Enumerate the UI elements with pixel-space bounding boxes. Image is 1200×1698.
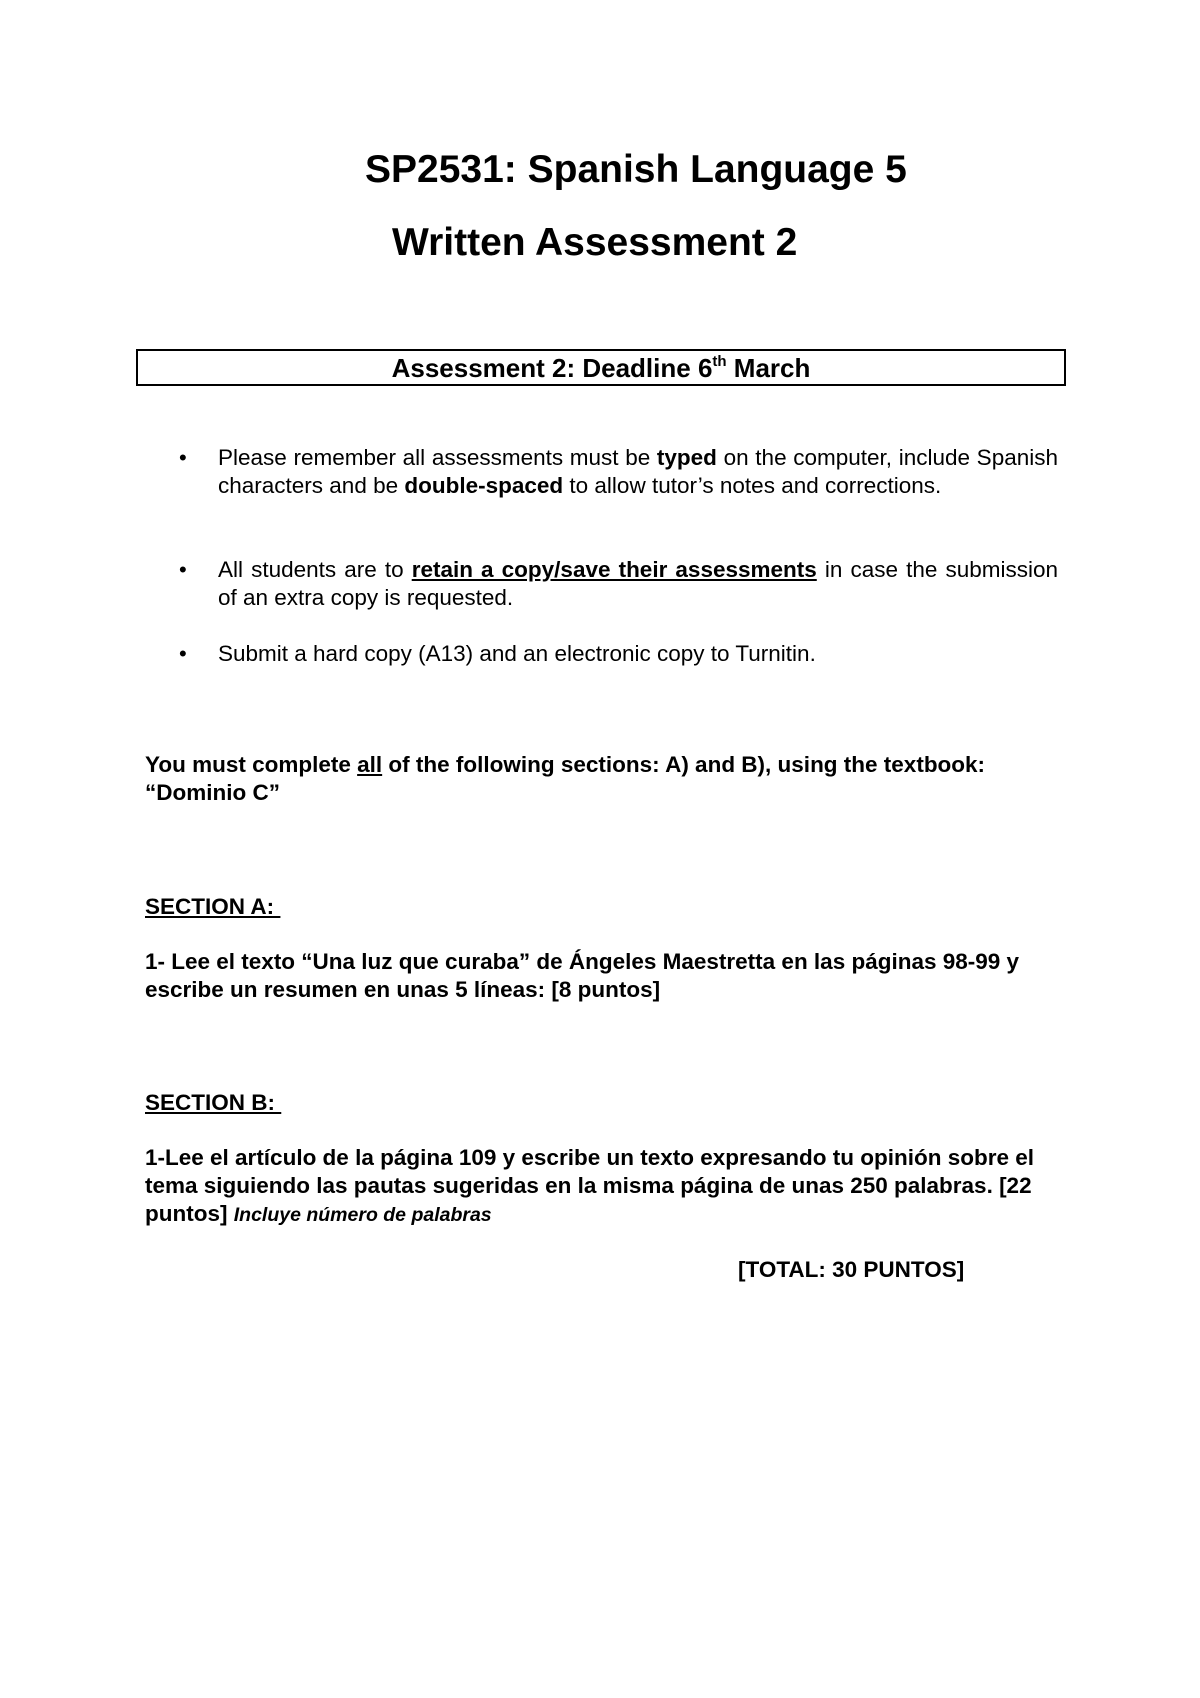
bullet-text: on the computer, include Spanish characters and be xyxy=(218,445,1058,498)
bullet-text: in case the submission of an extra copy is requested. xyxy=(218,557,1058,610)
deadline-month: March xyxy=(726,353,811,383)
deadline-box xyxy=(136,349,1066,386)
section-b-heading: SECTION B: xyxy=(145,1090,282,1115)
bullet-emphasis: typed xyxy=(656,445,717,470)
document-title: SP2531: Spanish Language 5 xyxy=(365,148,907,191)
section-b-question xyxy=(145,1144,1055,1229)
bullet-emphasis: retain a copy/save their assessments xyxy=(411,557,817,582)
word-count-note: Incluye número de palabras xyxy=(233,1204,492,1226)
instruction-text: You must complete xyxy=(145,752,358,777)
list-item xyxy=(179,444,1058,500)
list-item xyxy=(179,640,1058,668)
bullet-icon: • xyxy=(179,557,187,582)
instruction-text: of the following sections: A) and B), using the textbook: “Dominio C” xyxy=(145,752,986,805)
section-a-question: 1- Lee el texto “Una luz que curaba” de Ángeles Maestretta en las páginas 98-99 y escribe un resumen en unas 5 líneas: [8 puntos] xyxy=(145,949,1020,1002)
list-item xyxy=(179,556,1058,612)
bullet-emphasis: double-spaced xyxy=(404,473,564,498)
deadline-superscript: th xyxy=(712,353,727,370)
instruction-emphasis: all xyxy=(357,752,383,777)
bullet-text: All students are to xyxy=(218,557,412,582)
bullet-text: Submit a hard copy (A13) and an electronic copy to Turnitin. xyxy=(218,641,816,666)
document-subtitle: Written Assessment 2 xyxy=(392,221,798,264)
bullet-text: Please remember all assessments must be xyxy=(218,445,657,470)
bullet-text: to allow tutor’s notes and corrections. xyxy=(563,473,942,498)
bullet-icon: • xyxy=(179,445,187,470)
total-points: [TOTAL: 30 PUNTOS] xyxy=(738,1257,965,1282)
deadline-text: Assessment 2: Deadline 6 xyxy=(391,353,713,383)
section-a-heading: SECTION A: xyxy=(145,894,281,919)
bullet-icon: • xyxy=(179,641,187,666)
section-b-question-text: 1-Lee el artículo de la página 109 y escribe un texto expresando tu opinión sobre el tema siguiendo las pautas sugeridas en la misma página de unas 250 palabras. [22 puntos] xyxy=(145,1145,1035,1226)
general-instruction xyxy=(145,751,1065,807)
